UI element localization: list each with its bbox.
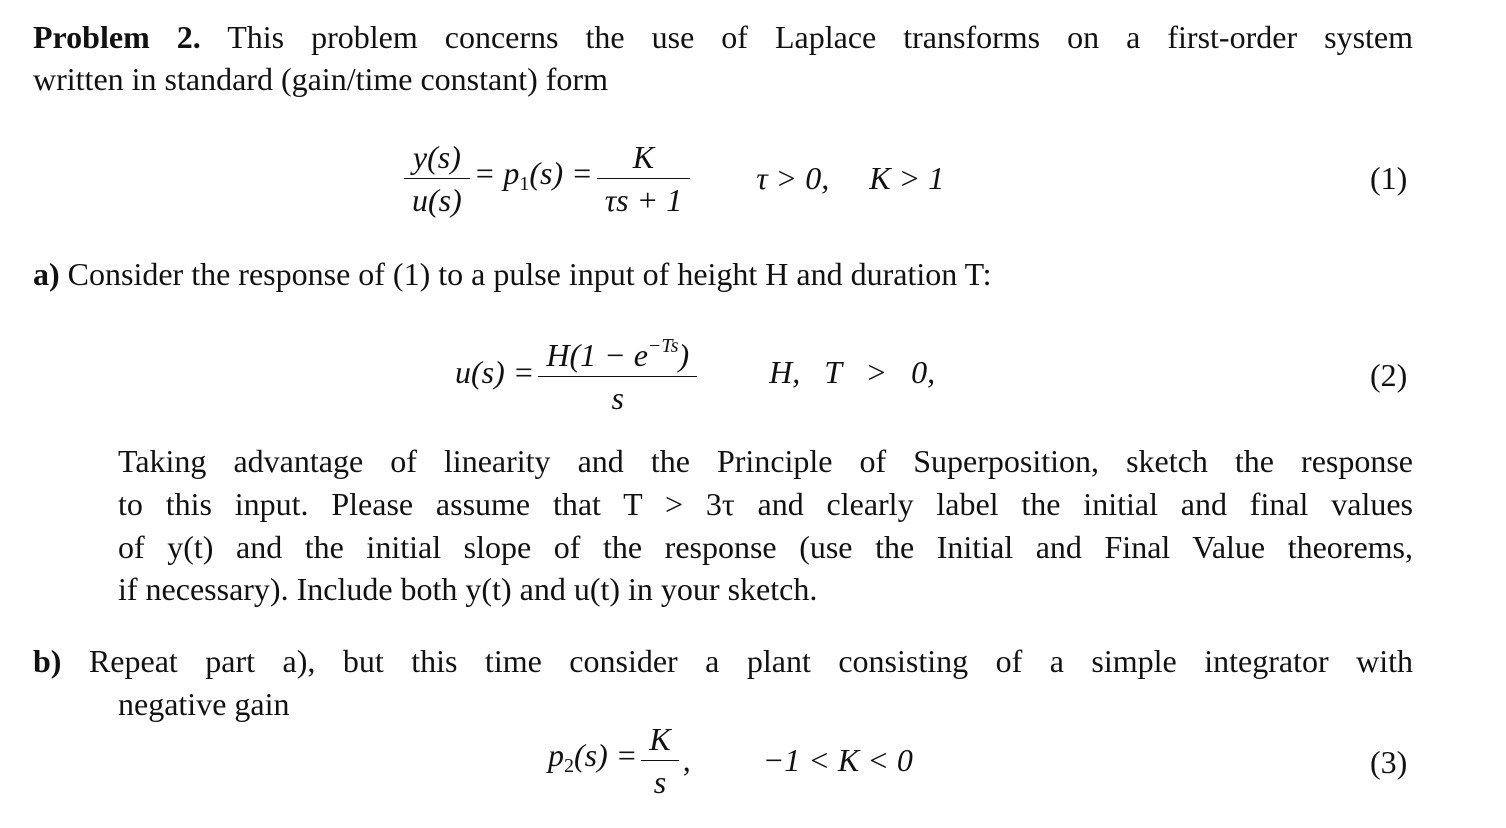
part-a-para-line-2: to this input. Please assume that T > 3τ and clearly label the initial and final values [118,486,1413,522]
equation-number-2: (2) [1370,357,1408,393]
denominator: τs + 1 [597,178,691,217]
denominator: u(s) [404,178,470,217]
eq2-lhs: u(s) = [455,354,535,390]
eq3-condition: −1 < K < 0 [762,742,913,778]
eq3-lhs: $p_2(s)$ = [548,736,638,777]
problem-heading: Problem 2. [33,19,201,55]
part-b-text: Repeat part a), but this time consider a plant consisting of a simple integrator with [88,643,1414,679]
intro-line-1 [33,17,1413,57]
eq1-condition-tau: τ > 0, [756,160,830,196]
numerator: $H(1 - e^{-Ts})$ [546,335,690,373]
eq1-rhs-fraction [601,140,687,217]
equation-2 [455,330,935,414]
numerator: K [632,138,655,175]
eq1-lhs-fraction [408,140,466,217]
part-a-para-line-1: Taking advantage of linearity and the Principle of Superposition, sketch the response [118,443,1413,479]
eq2-condition: H, T > 0, [769,354,936,390]
denominator: s [538,376,697,415]
intro-text: This problem concerns the use of Laplace transforms on a first-order system [227,19,1414,55]
equation-3 [548,718,913,802]
denominator: s [641,760,678,799]
numerator: y(s) [412,138,461,175]
eq1-condition-k: K > 1 [869,160,945,196]
equation-1 [400,136,944,220]
part-b-label: b) [33,643,62,679]
eq1-mid: = $p_1(s)$ = [473,154,593,195]
eq3-comma: , [682,742,691,778]
eq2-fraction [542,329,693,415]
equation-number-1: (1) [1370,160,1408,196]
intro-line-2: written in standard (gain/time constant) form [33,61,608,97]
numerator: K [649,720,671,757]
part-b-line-1 [33,641,1413,681]
part-a-para-line-4: if necessary). Include both y(t) and u(t) in your sketch. [118,571,818,607]
part-a-line [33,254,1413,294]
eq3-fraction [645,722,674,799]
part-a-text: Consider the response of (1) to a pulse input of height H and duration T: [67,256,992,292]
part-a-para-line-3: of y(t) and the initial slope of the response (use the Initial and Final Value theorems, [118,529,1413,565]
part-b-line-2: negative gain [118,686,290,722]
part-a-label: a) [33,256,60,292]
equation-number-3: (3) [1370,744,1408,780]
